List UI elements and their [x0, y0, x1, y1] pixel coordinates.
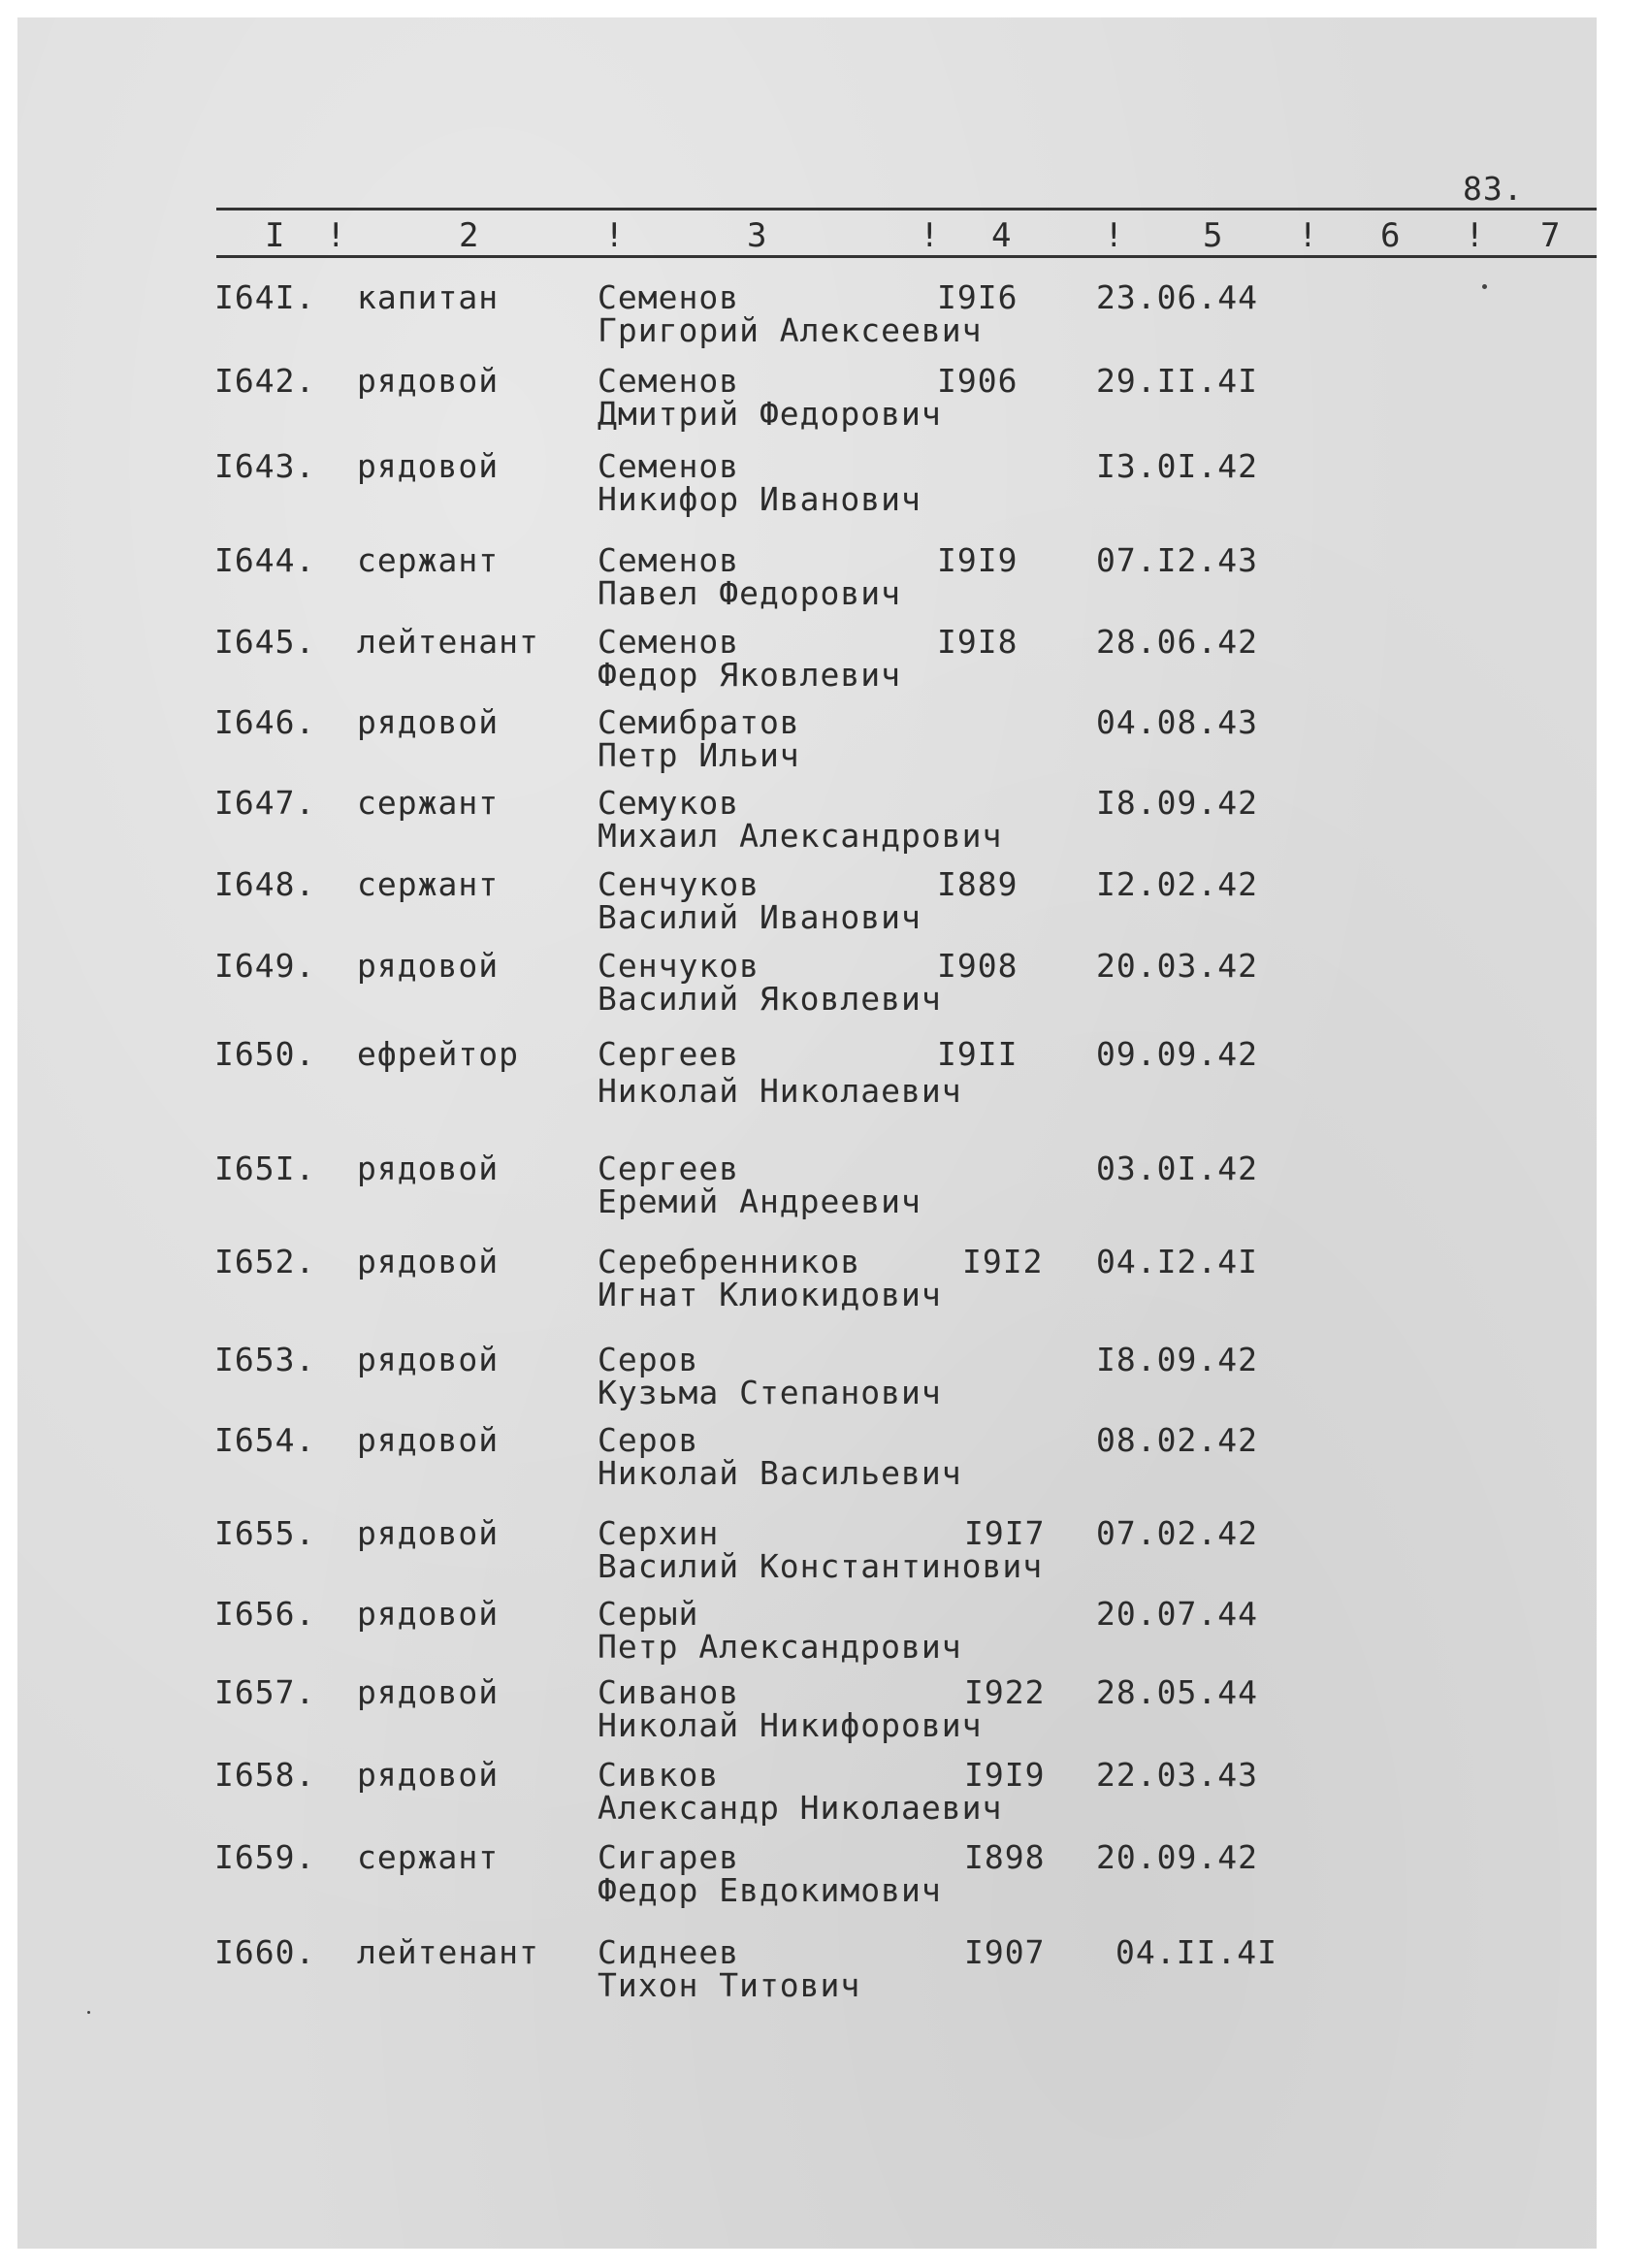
rank: сержант: [357, 1838, 500, 1876]
date: 20.07.44: [1096, 1595, 1258, 1633]
rank: рядовой: [357, 1514, 500, 1552]
date: I8.09.42: [1096, 784, 1258, 822]
table-row: [17, 1933, 1597, 2014]
rank: лейтенант: [357, 1933, 539, 1971]
table-row: [17, 1595, 1597, 1675]
record-number: I646.: [214, 703, 316, 741]
given-names: Николай Никифорович: [598, 1706, 983, 1744]
given-names: Александр Николаевич: [598, 1789, 1003, 1827]
table-row: [17, 1756, 1597, 1836]
birth-year: I9I9: [964, 1756, 1046, 1794]
birth-year: I9II: [937, 1035, 1018, 1073]
table-row: [17, 703, 1597, 784]
record-number: I660.: [214, 1933, 316, 1971]
date: 08.02.42: [1096, 1421, 1258, 1459]
birth-year: I889: [937, 865, 1018, 903]
table-row: [17, 278, 1597, 359]
surname: Серов: [598, 1421, 699, 1459]
table-row: [17, 784, 1597, 864]
birth-year: I9I9: [937, 541, 1018, 579]
rank: ефрейтор: [357, 1035, 519, 1073]
given-names: Еремий Андреевич: [598, 1183, 922, 1220]
table-row: [17, 362, 1597, 442]
surname: Серов: [598, 1341, 699, 1378]
surname: Семенов: [598, 623, 740, 661]
given-names: Федор Яковлевич: [598, 656, 902, 694]
given-names: Василий Иванович: [598, 898, 922, 936]
surname: Семенов: [598, 362, 740, 400]
surname: Семенов: [598, 447, 740, 485]
birth-year: I9I2: [962, 1243, 1044, 1280]
header-separator: !: [1298, 216, 1318, 255]
record-number: I654.: [214, 1421, 316, 1459]
table-row: [17, 623, 1597, 703]
ink-speck: [87, 2011, 90, 2014]
table-row: [17, 1035, 1597, 1116]
header-col-4: 4: [991, 216, 1012, 255]
rank: капитан: [357, 278, 500, 316]
table-row: [17, 541, 1597, 622]
record-number: I644.: [214, 541, 316, 579]
header-separator: !: [1465, 216, 1485, 255]
birth-year: I922: [964, 1673, 1046, 1711]
rank: рядовой: [357, 703, 500, 741]
given-names: Петр Ильич: [598, 736, 800, 774]
surname: Сенчуков: [598, 947, 760, 985]
date: 28.05.44: [1096, 1673, 1258, 1711]
rank: рядовой: [357, 447, 500, 485]
surname: Серебренников: [598, 1243, 861, 1280]
surname: Сивков: [598, 1756, 720, 1794]
header-col-2: 2: [459, 216, 479, 255]
given-names: Тихон Титович: [598, 1966, 861, 2004]
date: 04.II.4I: [1116, 1933, 1277, 1971]
surname: Сиванов: [598, 1673, 740, 1711]
date: 09.09.42: [1096, 1035, 1258, 1073]
surname: Семенов: [598, 541, 740, 579]
record-number: I657.: [214, 1673, 316, 1711]
record-number: I658.: [214, 1756, 316, 1794]
header-col-6: 6: [1380, 216, 1401, 255]
table-row: [17, 947, 1597, 1027]
record-number: I643.: [214, 447, 316, 485]
given-names: Федор Евдокимович: [598, 1871, 942, 1909]
given-names: Кузьма Степанович: [598, 1374, 942, 1411]
record-number: I645.: [214, 623, 316, 661]
table-row: [17, 1152, 1597, 1230]
table-row: [17, 1243, 1597, 1323]
surname: Семибратов: [598, 703, 800, 741]
date: 03.0I.42: [1096, 1150, 1258, 1187]
surname: Сиднеев: [598, 1933, 740, 1971]
table-row: [17, 1421, 1597, 1502]
surname: Сенчуков: [598, 865, 760, 903]
record-number: I649.: [214, 947, 316, 985]
rank: сержант: [357, 784, 500, 822]
surname: Сергеев: [598, 1035, 740, 1073]
surname: Серхин: [598, 1514, 720, 1552]
table-header-top-rule: [216, 208, 1597, 211]
rank: сержант: [357, 865, 500, 903]
date: 22.03.43: [1096, 1756, 1258, 1794]
birth-year: I906: [937, 362, 1018, 400]
given-names: Николай Васильевич: [598, 1454, 962, 1492]
given-names: Григорий Алексеевич: [598, 311, 983, 349]
date: 20.03.42: [1096, 947, 1258, 985]
rank: рядовой: [357, 1243, 500, 1280]
date: 20.09.42: [1096, 1838, 1258, 1876]
rank: рядовой: [357, 1150, 500, 1187]
table-row: [17, 1514, 1597, 1595]
record-number: I656.: [214, 1595, 316, 1633]
record-number: I655.: [214, 1514, 316, 1552]
surname: Семуков: [598, 784, 740, 822]
record-number: I65I.: [214, 1150, 316, 1187]
header-separator: !: [326, 216, 346, 255]
record-number: I653.: [214, 1341, 316, 1378]
given-names: Павел Федорович: [598, 574, 902, 612]
record-number: I642.: [214, 362, 316, 400]
header-col-3: 3: [747, 216, 767, 255]
date: 23.06.44: [1096, 278, 1258, 316]
given-names: Игнат Клиокидович: [598, 1276, 942, 1313]
date: I3.0I.42: [1096, 447, 1258, 485]
table-row: [17, 1838, 1597, 1919]
date: 07.I2.43: [1096, 541, 1258, 579]
header-separator: !: [604, 216, 625, 255]
rank: рядовой: [357, 1756, 500, 1794]
rank: рядовой: [357, 947, 500, 985]
page-number: 83.: [1463, 170, 1524, 208]
table-row: [17, 865, 1597, 946]
given-names: Петр Александрович: [598, 1628, 962, 1666]
given-names: Николай Николаевич: [598, 1072, 962, 1110]
given-names: Михаил Александрович: [598, 817, 1003, 855]
rank: сержант: [357, 541, 500, 579]
given-names: Василий Константинович: [598, 1547, 1044, 1585]
rank: лейтенант: [357, 623, 539, 661]
rank: рядовой: [357, 1595, 500, 1633]
given-names: Василий Яковлевич: [598, 980, 942, 1018]
header-separator: !: [1104, 216, 1124, 255]
document-page: [17, 17, 1597, 2249]
header-col-5: 5: [1203, 216, 1223, 255]
table-row: [17, 1341, 1597, 1421]
birth-year: I907: [964, 1933, 1046, 1971]
record-number: I647.: [214, 784, 316, 822]
date: I2.02.42: [1096, 865, 1258, 903]
record-number: I64I.: [214, 278, 316, 316]
date: 07.02.42: [1096, 1514, 1258, 1552]
date: 04.08.43: [1096, 703, 1258, 741]
header-col-7: 7: [1540, 216, 1561, 255]
given-names: Никифор Иванович: [598, 480, 922, 518]
birth-year: I9I6: [937, 278, 1018, 316]
rank: рядовой: [357, 1673, 500, 1711]
surname: Семенов: [598, 278, 740, 316]
record-number: I659.: [214, 1838, 316, 1876]
header-col-1: I: [265, 216, 285, 255]
rank: рядовой: [357, 1421, 500, 1459]
surname: Сигарев: [598, 1838, 740, 1876]
birth-year: I9I8: [937, 623, 1018, 661]
record-number: I648.: [214, 865, 316, 903]
ink-speck: [1482, 284, 1487, 289]
table-row: [17, 1673, 1597, 1754]
birth-year: I908: [937, 947, 1018, 985]
date: I8.09.42: [1096, 1341, 1258, 1378]
date: 04.I2.4I: [1096, 1243, 1258, 1280]
rank: рядовой: [357, 1341, 500, 1378]
date: 28.06.42: [1096, 623, 1258, 661]
birth-year: I898: [964, 1838, 1046, 1876]
table-row: [17, 447, 1597, 528]
record-number: I652.: [214, 1243, 316, 1280]
surname: Серый: [598, 1595, 699, 1633]
date: 29.II.4I: [1096, 362, 1258, 400]
birth-year: I9I7: [964, 1514, 1046, 1552]
surname: Сергеев: [598, 1150, 740, 1187]
given-names: Дмитрий Федорович: [598, 395, 942, 433]
table-header-bottom-rule: [216, 255, 1597, 258]
header-separator: !: [920, 216, 940, 255]
record-number: I650.: [214, 1035, 316, 1073]
rank: рядовой: [357, 362, 500, 400]
